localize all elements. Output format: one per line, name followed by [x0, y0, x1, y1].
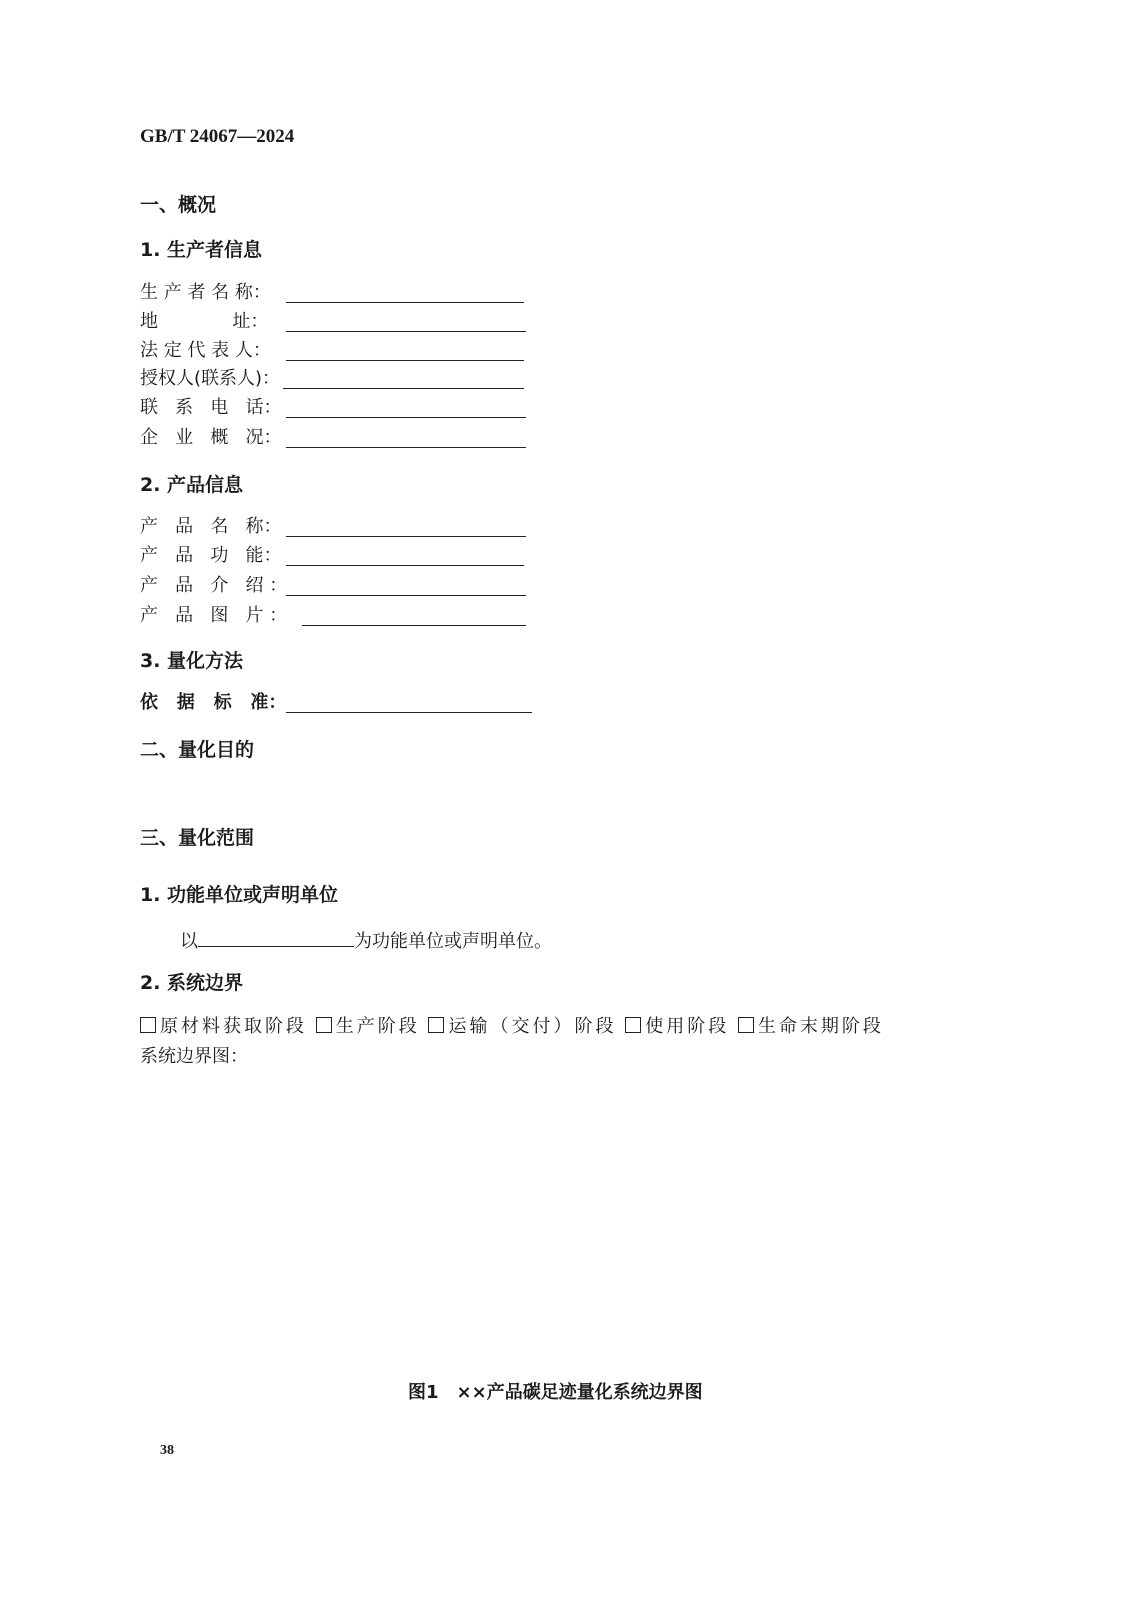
fill-line[interactable]: [286, 536, 526, 537]
product-info-title: 2. 产品信息: [140, 474, 244, 496]
stage-label: 生命末期阶段: [757, 1016, 884, 1037]
field-label: 联 系 电 话：: [140, 397, 282, 418]
field-label: 产 品 功 能：: [140, 545, 282, 566]
product-name-field[interactable]: [140, 514, 540, 540]
section-scope-title: 三、量化范围: [140, 827, 255, 849]
field-label: 产 品 图 片 ：: [140, 605, 288, 626]
stage-label: 原材料获取阶段: [160, 1016, 307, 1037]
checkbox-icon[interactable]: [428, 1017, 444, 1033]
stage-label: 生产阶段: [335, 1016, 420, 1037]
quant-method-title: 3. 量化方法: [140, 650, 244, 672]
contact-person-field[interactable]: [140, 366, 540, 392]
field-label: 依 据 标 准：: [140, 692, 287, 713]
stage-label: 运输（交付）阶段: [448, 1016, 617, 1037]
section-overview-title: 一、概况: [140, 194, 217, 216]
fill-line[interactable]: [286, 360, 524, 361]
page-number: 38: [160, 1443, 174, 1458]
field-label: 生 产 者 名 称：: [140, 282, 271, 303]
address-field[interactable]: [140, 309, 540, 335]
checkbox-icon[interactable]: [140, 1017, 156, 1033]
section-purpose-title: 二、量化目的: [140, 739, 255, 761]
fill-line[interactable]: [286, 417, 526, 418]
checkbox-icon[interactable]: [316, 1017, 332, 1033]
system-boundary-title: 2. 系统边界: [140, 972, 244, 994]
functional-unit-title: 1. 功能单位或声明单位: [140, 884, 339, 906]
producer-info-title: 1. 生产者信息: [140, 239, 263, 261]
field-label: 企 业 概 况：: [140, 427, 282, 448]
field-label: 产 品 介 绍 ：: [140, 575, 288, 596]
field-label: 法 定 代 表 人：: [140, 340, 271, 361]
stage-end-of-life[interactable]: [738, 1016, 884, 1037]
field-label: 产 品 名 称：: [140, 516, 282, 537]
fill-line[interactable]: [283, 388, 524, 389]
fill-line[interactable]: [302, 625, 526, 626]
company-overview-field[interactable]: [140, 425, 540, 451]
product-image-field[interactable]: [140, 603, 540, 629]
field-label: 地 址：: [140, 311, 269, 332]
figure-caption: 图1 ××产品碳足迹量化系统边界图: [408, 1382, 703, 1403]
fill-line[interactable]: [286, 331, 526, 332]
functional-unit-blank[interactable]: [198, 926, 354, 947]
stage-use[interactable]: [625, 1016, 729, 1037]
stage-raw-material[interactable]: [140, 1016, 307, 1037]
text-after: 为功能单位或声明单位。: [354, 931, 552, 952]
fill-line[interactable]: [286, 595, 526, 596]
producer-name-field[interactable]: [140, 280, 540, 306]
product-intro-field[interactable]: [140, 573, 540, 599]
basis-standard-field[interactable]: [140, 690, 550, 716]
stage-label: 使用阶段: [645, 1016, 730, 1037]
fill-line[interactable]: [286, 447, 526, 448]
standard-number: GB/T 24067—2024: [140, 126, 295, 147]
phone-field[interactable]: [140, 395, 540, 421]
fill-line[interactable]: [286, 712, 532, 713]
fill-line[interactable]: [286, 565, 524, 566]
text-before: 以: [180, 931, 198, 952]
stage-checkbox-row: [140, 1012, 884, 1038]
stage-transport[interactable]: [428, 1016, 616, 1037]
stage-production[interactable]: [316, 1016, 420, 1037]
boundary-diagram-label: 系统边界图：: [140, 1046, 248, 1067]
field-label: 授权人(联系人)：: [140, 368, 281, 389]
checkbox-icon[interactable]: [738, 1017, 754, 1033]
legal-rep-field[interactable]: [140, 338, 540, 364]
functional-unit-sentence: [180, 926, 552, 953]
fill-line[interactable]: [286, 302, 524, 303]
product-function-field[interactable]: [140, 543, 540, 569]
checkbox-icon[interactable]: [625, 1017, 641, 1033]
